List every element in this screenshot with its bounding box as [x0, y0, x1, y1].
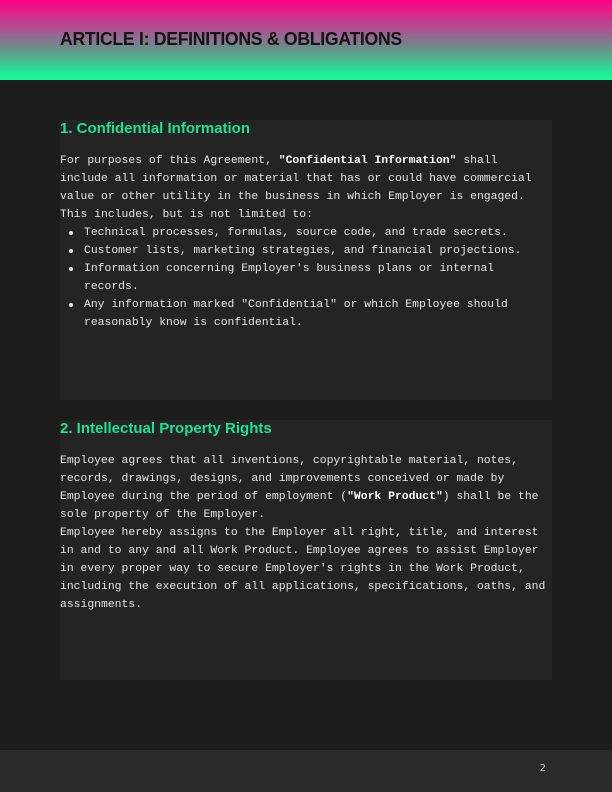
list-item	[60, 296, 552, 332]
page-number: 2	[539, 763, 546, 774]
list-item	[60, 224, 552, 242]
bullet-icon	[69, 249, 73, 253]
article-header-banner	[0, 0, 612, 80]
paragraph-text: For purposes of this Agreement,	[60, 155, 279, 167]
list-item-text: Information concerning Employer's business plans or internal records.	[84, 263, 495, 293]
paragraph-text: Employee agrees that all inventions, copyrightable material, notes, records, drawings, designs, and improvements conceived or made by Employee during the period of employment (	[60, 455, 525, 503]
list-item-text: Any information marked "Confidential" or which Employee should reasonably know is confidential.	[84, 299, 508, 329]
paragraph-text: shall include all information or material that has or could have commercial value or other utility in the business in which Employer is engaged. This includes, but is not limited to:	[60, 155, 539, 221]
page-footer	[0, 750, 612, 792]
list-item-text: Customer lists, marketing strategies, and financial projections.	[84, 245, 522, 257]
paragraph-text: ) shall be the sole property of the Employer.	[60, 491, 546, 521]
paragraph-text: Employee hereby assigns to the Employer all right, title, and interest in and to any and all Work Product. Employee agrees to assist Employer in every proper way to secure Employer's rights in the Work Product, including the execution of all applications, specifications, oaths, and assignments.	[60, 527, 553, 611]
list-item	[60, 260, 552, 296]
bullet-list	[60, 224, 552, 332]
section-confidential-information	[60, 120, 552, 400]
bullet-icon	[69, 267, 73, 271]
section-heading: 1. Confidential Information	[60, 120, 250, 137]
bullet-icon	[69, 303, 73, 307]
list-item	[60, 242, 552, 260]
section-paragraph	[60, 152, 552, 224]
defined-term: "Confidential Information"	[278, 155, 457, 167]
list-item-text: Technical processes, formulas, source code, and trade secrets.	[84, 227, 508, 239]
section-paragraph	[60, 524, 552, 614]
bullet-icon	[69, 231, 73, 235]
defined-term: "Work Product"	[347, 491, 443, 503]
article-title: ARTICLE I: DEFINITIONS & OBLIGATIONS	[60, 29, 402, 49]
section-paragraph	[60, 452, 552, 524]
section-intellectual-property	[60, 420, 552, 680]
section-heading: 2. Intellectual Property Rights	[60, 420, 272, 437]
